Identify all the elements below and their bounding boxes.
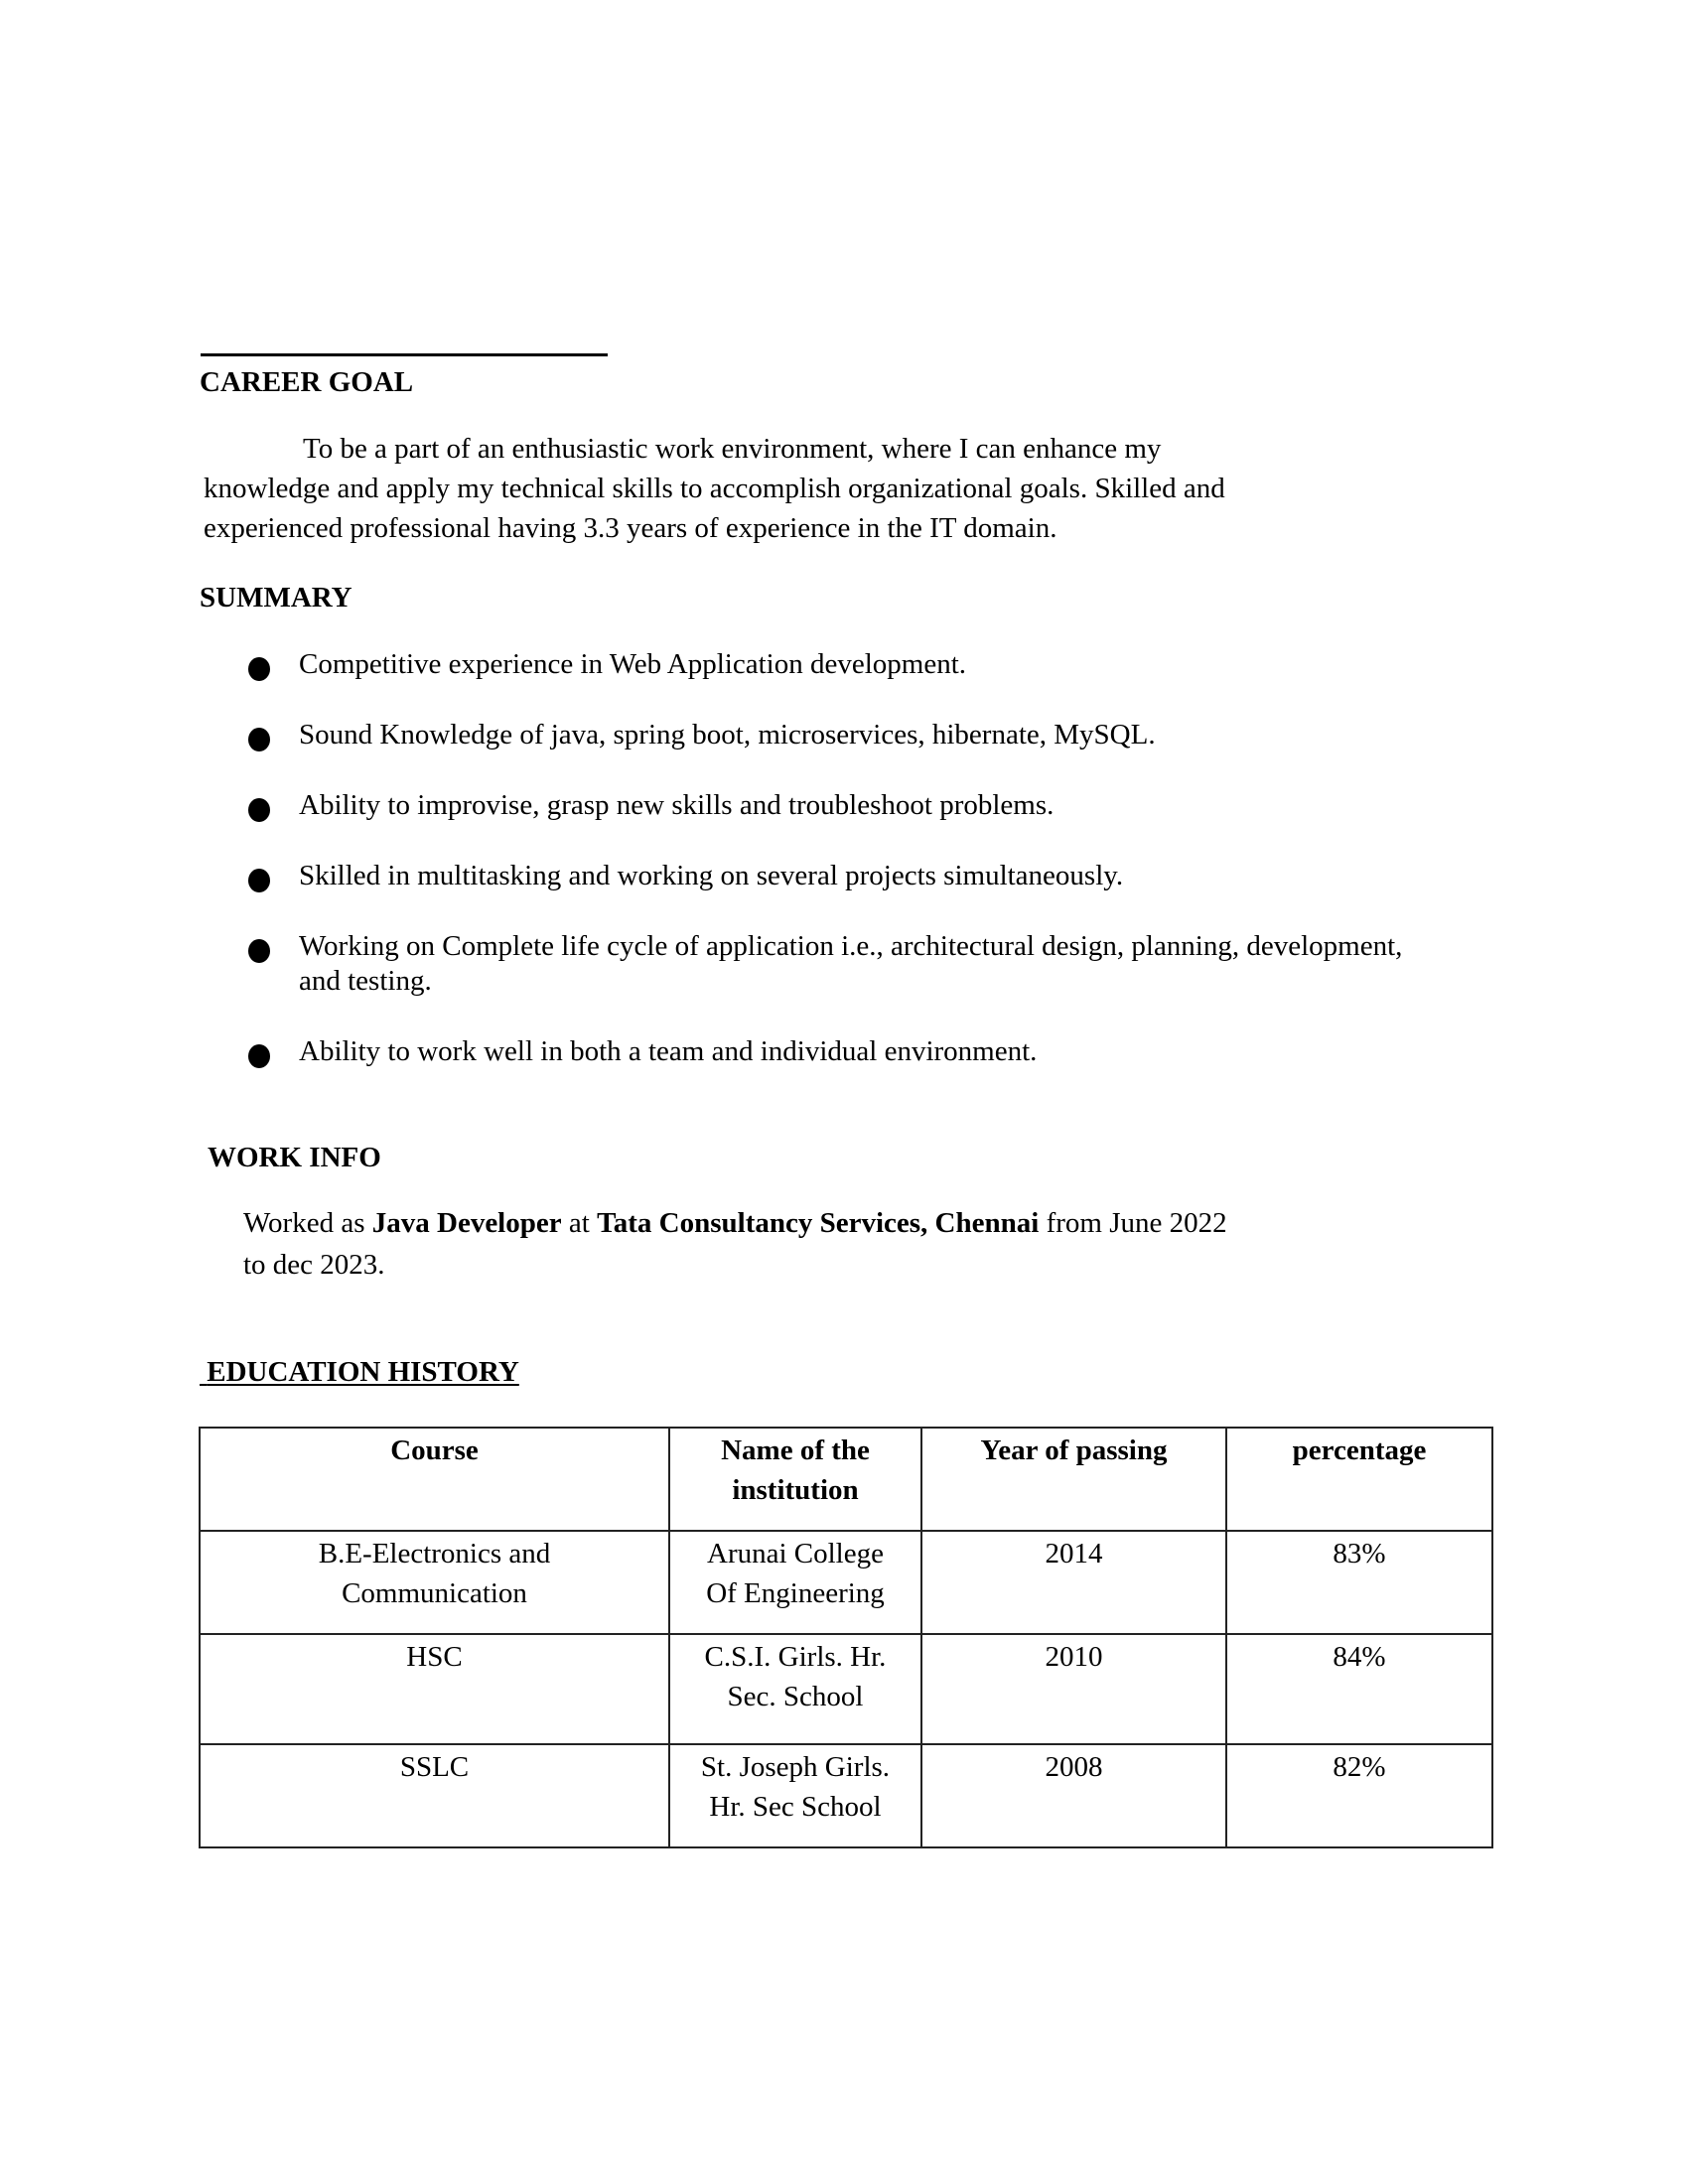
education-heading-text: EDUCATION HISTORY [207,1356,519,1388]
job-role: Java Developer [371,1207,562,1239]
career-goal-line-2: knowledge and apply my technical skills to accomplish organizational goals. Skilled and [204,473,1225,504]
table-row [200,1634,1492,1744]
cell-year: 2014 [921,1531,1226,1634]
column-header-percentage: percentage [1226,1428,1492,1531]
summary-item-text: Working on Complete life cycle of application i.e., architectural design, planning, development, [299,930,1403,962]
top-divider-rule [201,353,608,356]
bullet-icon [248,657,270,681]
table-row [200,1744,1492,1847]
cell-course: SSLC [200,1744,669,1847]
cell-institution: C.S.I. Girls. Hr. Sec. School [669,1634,921,1744]
career-goal-line-3: experienced professional having 3.3 years of experience in the IT domain. [204,512,1057,544]
work-info-line-2: to dec 2023. [243,1249,385,1281]
cell-percentage: 83% [1226,1531,1492,1634]
cell-course: HSC [200,1634,669,1744]
company-name: Tata Consultancy Services, Chennai [597,1207,1040,1239]
column-header-course: Course [200,1428,669,1531]
work-info-line-1 [243,1203,1227,1243]
summary-heading: SUMMARY [200,582,352,614]
cell-institution: Arunai College Of Engineering [669,1531,921,1634]
cell-percentage: 82% [1226,1744,1492,1847]
education-table [199,1427,1493,1848]
bullet-icon [248,939,270,963]
summary-item-text: Skilled in multitasking and working on several projects simultaneously. [299,860,1124,891]
cell-institution: St. Joseph Girls. Hr. Sec School [669,1744,921,1847]
work-info-prefix: Worked as [243,1207,372,1239]
cell-year: 2008 [921,1744,1226,1847]
bullet-icon [248,728,270,751]
work-info-heading: WORK INFO [208,1142,381,1173]
summary-item-text: Ability to work well in both a team and individual environment. [299,1035,1038,1067]
career-goal-line-1: To be a part of an enthusiastic work environment, where I can enhance my [303,433,1162,465]
bullet-icon [248,869,270,892]
work-info-mid: at [561,1207,598,1239]
education-history-heading [200,1355,519,1389]
bullet-icon [248,798,270,822]
summary-item-text: Sound Knowledge of java, spring boot, microservices, hibernate, MySQL. [299,719,1156,751]
bullet-icon [248,1044,270,1068]
summary-item-text: Competitive experience in Web Application development. [299,648,966,680]
column-header-institution: Name of the institution [669,1428,921,1531]
career-goal-heading: CAREER GOAL [200,366,414,398]
cell-course: B.E-Electronics and Communication [200,1531,669,1634]
cell-year: 2010 [921,1634,1226,1744]
summary-item-text-cont: and testing. [299,965,432,997]
column-header-year: Year of passing [921,1428,1226,1531]
table-row [200,1531,1492,1634]
table-header-row [200,1428,1492,1531]
cell-percentage: 84% [1226,1634,1492,1744]
work-info-suffix: from June 2022 [1039,1207,1227,1239]
summary-item-text: Ability to improvise, grasp new skills and troubleshoot problems. [299,789,1055,821]
